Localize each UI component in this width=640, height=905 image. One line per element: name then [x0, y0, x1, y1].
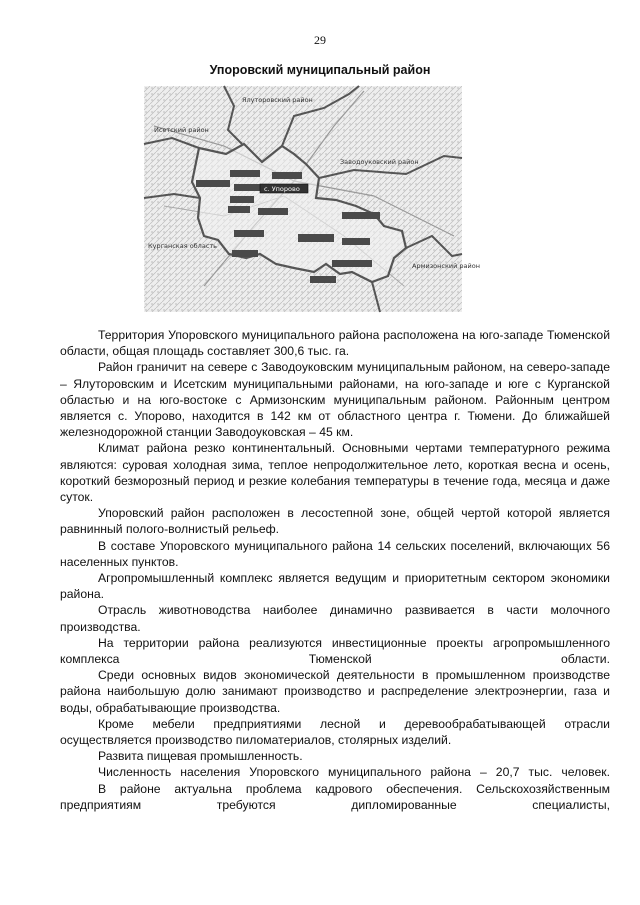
paragraph: Численность населения Упоровского муниципального района – 20,7 тыс. человек.	[98, 765, 610, 780]
paragraph: Упоровский район расположен в лесостепной зоне, общей чертой которой является равнинный полого-волнистый рельеф.	[60, 506, 610, 537]
paragraph: В районе актуальна проблема кадрового обеспечения. Сельскохозяйственным предприятиям требуются дипломированные специалисты,	[60, 781, 610, 812]
settlement-tag	[342, 212, 380, 219]
settlement-tag	[196, 180, 230, 187]
neighbor-label-armizonsky: Армизонский район	[412, 262, 480, 270]
paragraph: Территория Упоровского муниципального района расположена на юго-западе Тюменской области, общая площадь составляет 300,6 тыс. га.	[60, 328, 610, 359]
district-map	[144, 86, 480, 312]
paragraph: Климат района резко континентальный. Основными чертами температурного режима являются: суровая холодная зима, теплое непродолжительное лето, короткая весна и осень, короткий безморозный период и резкие колебания температуры в течение года, месяца и даже суток.	[60, 441, 610, 505]
settlement-tag	[234, 184, 260, 191]
settlement-tag	[298, 234, 334, 242]
settlement-tag	[228, 206, 250, 213]
settlement-tag	[230, 196, 254, 203]
page-title: Упоровский муниципальный район	[209, 63, 431, 77]
neighbor-label-isetsky: Исетский район	[154, 126, 209, 134]
settlement-tag	[232, 250, 258, 257]
paragraph: Среди основных видов экономической деятельности в промышленном производстве района наибольшую долю занимают производство и распределение электроэнергии, газа и воды, обрабатывающие производства.	[60, 668, 610, 715]
paragraph: В составе Упоровского муниципального района 14 сельских поселений, включающих 56 населенных пунктов.	[60, 538, 610, 569]
settlement-tag	[234, 230, 264, 237]
settlement-tag	[230, 170, 260, 177]
paragraph: Район граничит на севере с Заводоуковским муниципальным районом, на северо-западе – Ялуторовским и Исетским муниципальными районами, на юго-западе и юге с Курганской областью и на юго-востоке с Армизонским муниципальным районом. Районным центром является с. Упорово, находится в 142 км от областного центра г. Тюмени. До ближайшей железнодорожной станции Заводоуковская – 45 км.	[60, 360, 610, 440]
neighbor-label-yalutorovsky: Ялуторовский район	[242, 96, 313, 104]
paragraph: Развита пищевая промышленность.	[98, 749, 303, 764]
settlement-tag	[342, 238, 370, 245]
settlement-tag	[272, 172, 302, 179]
neighbor-label-zavodoukovsky: Заводоуковский район	[340, 158, 419, 166]
settlement-tag	[332, 260, 372, 267]
settlement-tag	[310, 276, 336, 283]
settlement-label-upororovo: с. Упорово	[264, 185, 300, 193]
body-text	[60, 327, 610, 813]
page-number: 29	[314, 33, 326, 47]
paragraph: Отрасль животноводства наиболее динамично развивается в части молочного производства.	[60, 603, 610, 634]
paragraph: Кроме мебели предприятиями лесной и деревообрабатывающей отрасли осуществляется производство пиломатериалов, столярных изделий.	[60, 716, 610, 748]
paragraph: На территории района реализуются инвестиционные проекты агропромышленного комплекса Тюменской области.	[60, 635, 610, 667]
paragraph: Агропромышленный комплекс является ведущим и приоритетным сектором экономики района.	[60, 571, 610, 602]
settlement-tag	[258, 208, 288, 215]
neighbor-label-kurgan: Курганская область	[148, 242, 218, 250]
